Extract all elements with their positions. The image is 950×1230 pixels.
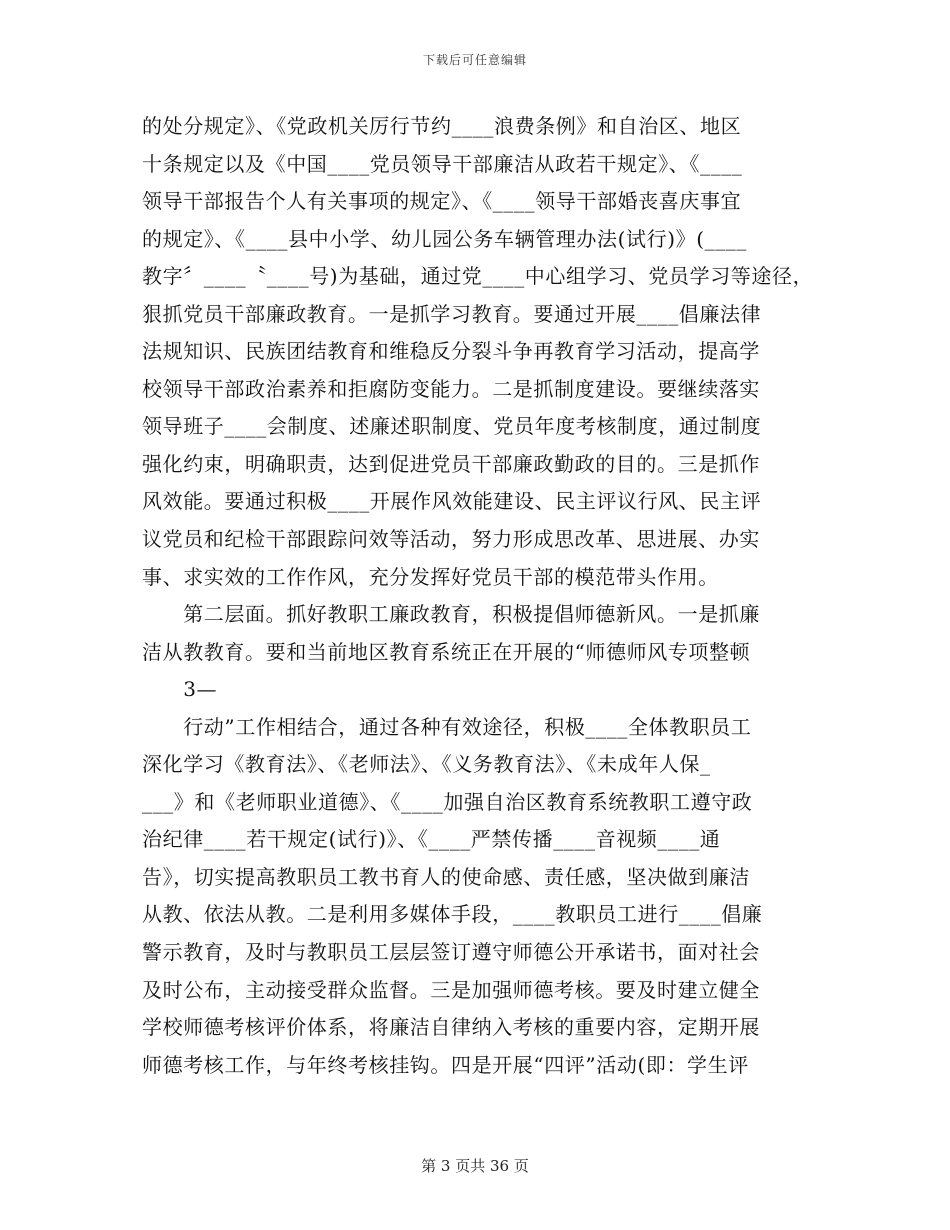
text-line: 从教、依法从教。二是利用多媒体手段，____教职员工进行____倡廉 <box>142 902 763 927</box>
text-line: 的处分规定》、《党政机关厉行节约____浪费条例》和自治区、地区 <box>142 114 742 138</box>
page-marker-line: 3— <box>142 677 218 702</box>
paragraph-start-line: 第二层面。抓好教职工廉政教育，积极提倡师德新风。一是抓廉 <box>142 602 760 627</box>
text-line: 十条规定以及《中国____党员领导干部廉洁从政若干规定》、《____ <box>142 151 743 176</box>
text-line: 领导班子____会制度、述廉述职制度、党员年度考核制度，通过制度 <box>142 414 762 439</box>
page-number-footer: 第 3 页共 36 页 <box>421 1157 529 1175</box>
text-line: 法规知识、民族团结教育和维稳反分裂斗争再教育学习活动，提高学 <box>142 339 760 364</box>
document-body <box>142 108 822 1084</box>
text-line: 师德考核工作，与年终考核挂钩。四是开展“四评”活动(即：学生评 <box>142 1052 749 1077</box>
text-line: 治纪律____若干规定(试行)》、《____严禁传播____音视频____通 <box>142 827 721 852</box>
text-line: 强化约束，明确职责，达到促进党员干部廉政勤政的目的。三是抓作 <box>142 451 760 476</box>
text-line: 风效能。要通过积极____开展作风效能建设、民主评议行风、民主评 <box>142 489 762 514</box>
text-line: 及时公布，主动接受群众监督。三是加强师德考核。要及时建立健全 <box>142 977 760 1002</box>
text-line: 警示教育，及时与教职员工层层签订遵守师德公开承诺书，面对社会 <box>142 940 760 965</box>
text-line: 校领导干部政治素养和拒腐防变能力。二是抓制度建设。要继续落实 <box>142 376 760 401</box>
page-header-note: 下载后可任意编辑 <box>422 53 527 67</box>
text-line: 告》，切实提高教职员工教书育人的使命感、责任感，坚决做到廉洁 <box>142 864 750 889</box>
text-line: 教字〞____〝____号)为基础，通过党____中心组学习、党员学习等途径， <box>142 264 814 289</box>
text-line: 深化学习《教育法》、《老师法》、《义务教育法》、《未成年人保_ <box>142 752 711 777</box>
text-line: 议党员和纪检干部跟踪问效等活动，努力形成思改革、思进展、办实 <box>142 527 760 552</box>
text-line: ___》和《老师职业道德》、《____加强自治区教育系统教职工遵守政 <box>142 789 753 814</box>
text-line: 事、求实效的工作作风，充分发挥好党员干部的模范带头作用。 <box>142 564 719 589</box>
paragraph-start-line: 行动”工作相结合，通过各种有效途径，积极____全体教职员工 <box>142 714 752 739</box>
text-line: 狠抓党员干部廉政教育。一是抓学习教育。要通过开展____倡廉法律 <box>142 301 762 326</box>
text-line: 的规定》、《____县中小学、幼儿园公务车辆管理办法(试行)》(____ <box>142 226 748 251</box>
text-line: 洁从教教育。要和当前地区教育系统正在开展的“师德师风专项整顿 <box>142 639 751 664</box>
text-line: 领导干部报告个人有关事项的规定》、《____领导干部婚丧喜庆事宜 <box>142 189 742 214</box>
text-line: 学校师德考核评价体系，将廉洁自律纳入考核的重要内容，定期开展 <box>142 1015 760 1040</box>
